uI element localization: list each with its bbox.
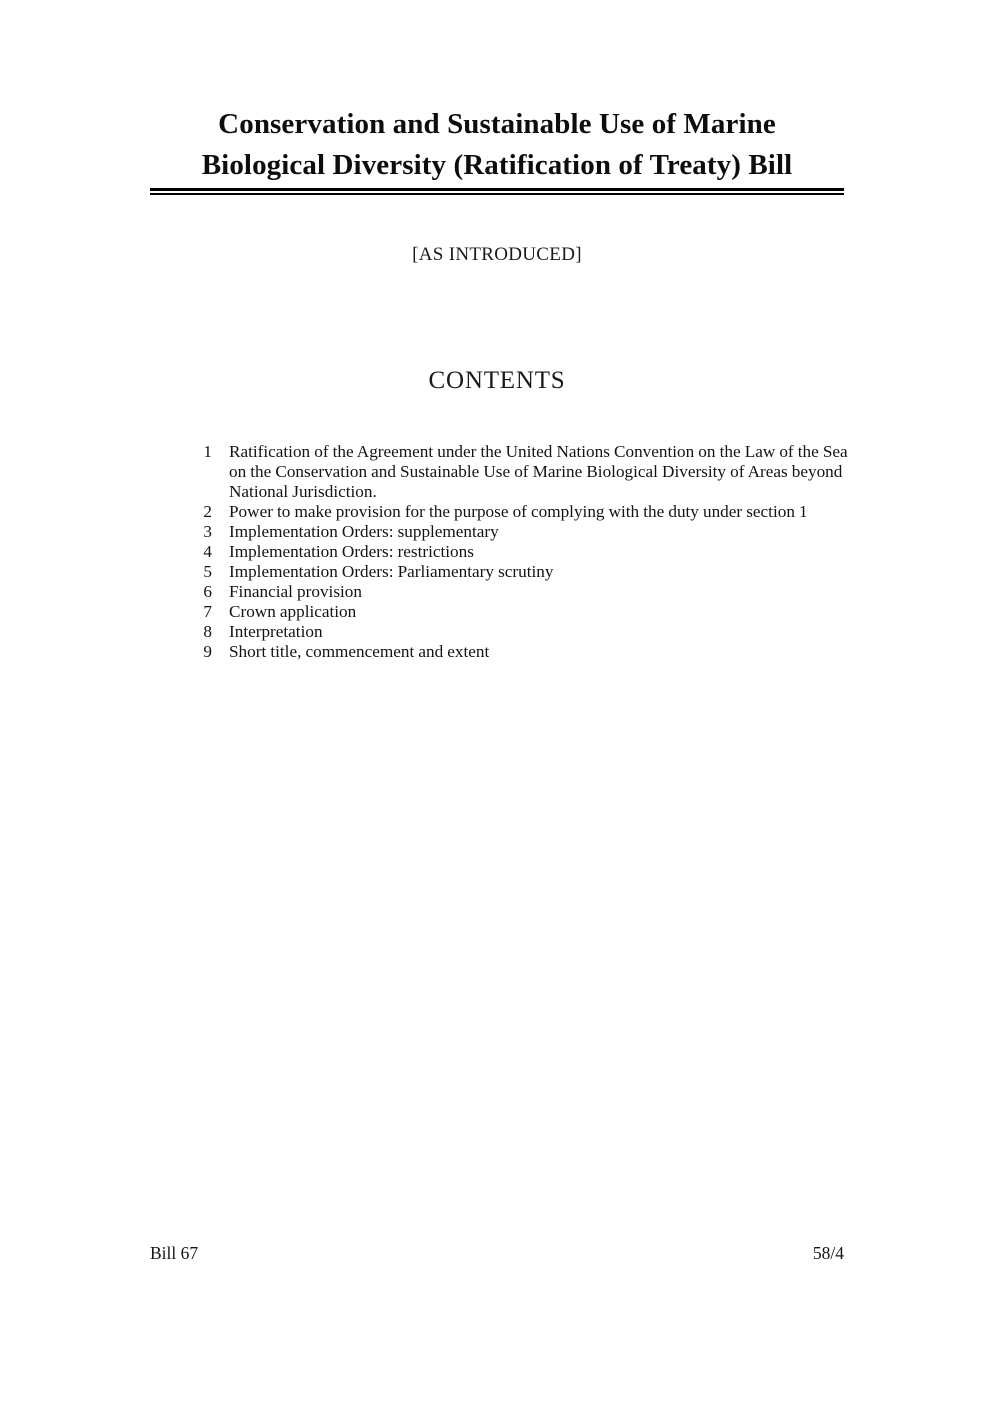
toc-item-number: 4 [203,542,212,561]
toc-item-label: Interpretation [229,622,323,641]
title-double-rule [150,188,844,195]
footer-bill-number: Bill 67 [150,1243,199,1263]
page-footer [150,1242,844,1264]
list-item[interactable] [190,542,850,562]
list-item[interactable] [190,442,850,502]
footer-print-reference: 58/4 [812,1243,844,1263]
toc-item-label: Power to make provision for the purpose of complying with the duty under section 1 [229,502,808,521]
contents-heading: CONTENTS [428,367,566,394]
toc-item-number: 7 [203,602,212,621]
rule-thick [150,188,844,191]
bill-stage-label: [AS INTRODUCED] [412,244,582,265]
title-line-1: Conservation and Sustainable Use of Marine [218,108,776,140]
title-line-2: Biological Diversity (Ratification of Treaty) Bill [201,149,793,181]
toc-item-number: 9 [203,642,212,661]
toc-item-label: Implementation Orders: Parliamentary scrutiny [229,562,554,581]
list-item[interactable] [190,602,850,622]
toc-item-label: Implementation Orders: restrictions [229,542,474,561]
list-item[interactable] [190,562,850,582]
toc-item-number: 2 [203,502,212,521]
list-item[interactable] [190,522,850,542]
toc-item-number: 1 [203,442,212,461]
toc-item-number: 8 [203,622,212,641]
toc-item-number: 5 [203,562,212,581]
contents-list [190,442,850,662]
toc-item-label: Short title, commencement and extent [229,642,490,661]
toc-item-label: Crown application [229,602,357,621]
toc-item-label: Implementation Orders: supplementary [229,522,499,541]
page-title [150,104,844,186]
toc-item-number: 6 [203,582,212,601]
toc-item-label: Ratification of the Agreement under the United Nations Convention on the Law of the Sea on the Conservation and Sustainable Use of Marine Biological Diversity of Areas beyond National Jurisdiction. [229,442,848,501]
toc-item-label: Financial provision [229,582,362,601]
list-item[interactable] [190,622,850,642]
list-item[interactable] [190,582,850,602]
toc-item-number: 3 [203,522,212,541]
rule-thin [150,193,844,195]
document-title-block [150,104,844,186]
list-item[interactable] [190,502,850,522]
list-item[interactable] [190,642,850,662]
